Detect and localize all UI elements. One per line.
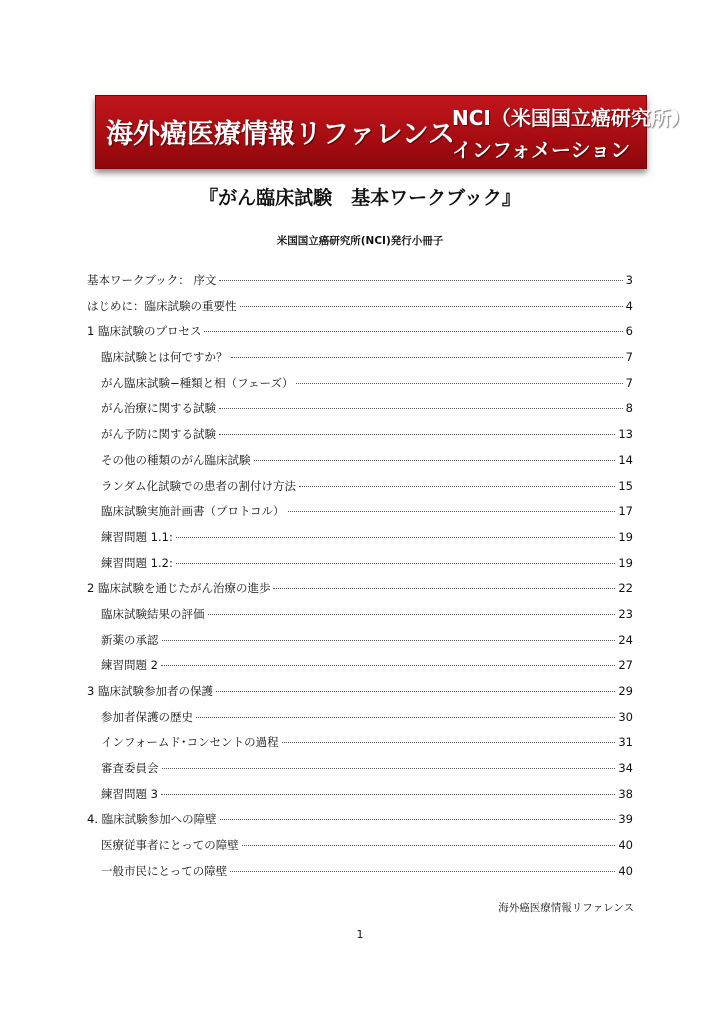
toc-entry-page: 7 — [625, 375, 633, 390]
toc-entry-label: ランダム化試験での患者の割付け方法 — [101, 478, 297, 493]
toc-dot-leader — [231, 357, 623, 358]
toc-entry-label: 臨床試験とは何ですか？ — [101, 350, 228, 365]
toc-dot-leader — [240, 306, 623, 307]
toc-entry-label: 3 臨床試験参加者の保護 — [87, 684, 213, 698]
banner-site-name: 海外癌医療情報リファレンス — [106, 119, 455, 150]
toc-entry-label: がん治療に関する試験 — [101, 401, 216, 416]
toc-entry-page: 34 — [618, 761, 633, 776]
toc-dot-leader — [219, 408, 623, 409]
table-of-contents — [87, 272, 633, 889]
toc-dot-leader — [216, 691, 615, 692]
toc-entry-page: 13 — [618, 427, 633, 442]
toc-dot-leader — [176, 537, 616, 538]
toc-entry[interactable] — [87, 555, 633, 581]
toc-entry-label: がん予防に関する試験 — [101, 427, 216, 442]
toc-entry[interactable] — [87, 837, 633, 863]
toc-dot-leader — [208, 614, 616, 615]
toc-entry[interactable] — [87, 452, 633, 478]
toc-entry-page: 3 — [625, 273, 633, 287]
toc-entry-label: 1 臨床試験のプロセス — [87, 324, 202, 339]
toc-entry[interactable] — [87, 580, 633, 606]
toc-entry-page: 27 — [618, 658, 633, 673]
toc-entry-label: 審査委員会 — [101, 761, 159, 776]
toc-entry[interactable] — [87, 683, 633, 709]
toc-entry[interactable] — [87, 478, 633, 504]
toc-dot-leader — [219, 434, 615, 435]
toc-entry[interactable] — [87, 426, 633, 452]
toc-entry-label: がん臨床試験−種類と相（フェーズ） — [101, 375, 294, 390]
toc-entry[interactable] — [87, 709, 633, 735]
toc-entry[interactable] — [87, 632, 633, 658]
toc-dot-leader — [299, 486, 615, 487]
toc-entry[interactable] — [87, 529, 633, 555]
toc-entry-label: 基本ワークブック： 序文 — [87, 273, 217, 287]
toc-entry-page: 19 — [618, 529, 633, 544]
toc-entry[interactable] — [87, 786, 633, 812]
toc-entry-label: 練習問題 1.2: — [101, 555, 173, 570]
toc-entry-label: その他の種類のがん臨床試験 — [101, 452, 251, 467]
toc-dot-leader — [162, 768, 616, 769]
toc-entry[interactable] — [87, 298, 633, 324]
toc-entry-label: はじめに：臨床試験の重要性 — [87, 298, 237, 313]
toc-entry-label: インフォームド･コンセントの過程 — [101, 735, 279, 750]
toc-entry-page: 22 — [618, 581, 633, 596]
toc-entry-page: 23 — [618, 606, 633, 621]
toc-dot-leader — [242, 845, 616, 846]
banner-info-label: インフォメーション — [452, 138, 631, 162]
toc-dot-leader — [162, 640, 616, 641]
toc-entry-page: 7 — [625, 350, 633, 365]
toc-entry-page: 31 — [618, 735, 633, 750]
toc-entry-page: 4 — [625, 298, 633, 313]
toc-dot-leader — [161, 665, 615, 666]
toc-dot-leader — [204, 331, 622, 332]
toc-entry-page: 29 — [618, 684, 633, 698]
toc-entry[interactable] — [87, 863, 633, 889]
toc-entry-label: 2 臨床試験を通じたがん治療の進歩 — [87, 581, 271, 596]
toc-entry-label: 練習問題 2 — [101, 658, 158, 673]
toc-entry[interactable] — [87, 503, 633, 529]
toc-dot-leader — [230, 871, 615, 872]
toc-entry-page: 8 — [625, 401, 633, 416]
toc-entry-label: 練習問題 1.1: — [101, 529, 173, 544]
footer-brand: 海外癌医療情報リファレンス — [498, 902, 634, 914]
toc-entry[interactable] — [87, 349, 633, 375]
toc-dot-leader — [176, 563, 616, 564]
toc-entry-page: 6 — [625, 324, 633, 339]
toc-entry[interactable] — [87, 400, 633, 426]
header-banner — [95, 95, 691, 169]
toc-entry[interactable] — [87, 375, 633, 401]
toc-dot-leader — [220, 819, 616, 820]
toc-entry[interactable] — [87, 606, 633, 632]
toc-entry-label: 臨床試験結果の評価 — [101, 606, 205, 621]
toc-dot-leader — [296, 383, 622, 384]
toc-entry-page: 40 — [618, 863, 633, 878]
page-number: 1 — [356, 928, 364, 941]
banner-nci-label: NCI（米国国立癌研究所） — [452, 106, 691, 130]
toc-entry-page: 17 — [618, 504, 633, 519]
toc-entry-page: 14 — [618, 452, 633, 467]
toc-dot-leader — [282, 742, 616, 743]
toc-dot-leader — [288, 511, 616, 512]
toc-dot-leader — [161, 794, 615, 795]
toc-entry[interactable] — [87, 323, 633, 349]
toc-entry-page: 24 — [618, 632, 633, 647]
document-subtitle: 米国国立癌研究所(NCI)発行小冊子 — [276, 235, 444, 247]
toc-entry-page: 38 — [618, 786, 633, 801]
toc-dot-leader — [219, 280, 622, 281]
toc-entry[interactable] — [87, 657, 633, 683]
toc-entry-label: 参加者保護の歴史 — [101, 709, 193, 724]
toc-entry[interactable] — [87, 272, 633, 298]
toc-entry-page: 39 — [618, 812, 633, 827]
toc-entry-page: 40 — [618, 838, 633, 853]
toc-entry-label: 臨床試験実施計画書（プロトコル） — [101, 504, 285, 519]
toc-entry-label: 練習問題 3 — [101, 786, 158, 801]
toc-entry[interactable] — [87, 760, 633, 786]
toc-entry-page: 30 — [618, 709, 633, 724]
toc-dot-leader — [273, 588, 615, 589]
toc-entry[interactable] — [87, 734, 633, 760]
toc-dot-leader — [196, 717, 615, 718]
toc-entry-label: 医療従事者にとっての障壁 — [101, 838, 239, 853]
toc-dot-leader — [254, 460, 616, 461]
document-title: 『がん臨床試験 基本ワークブック』 — [199, 187, 521, 209]
toc-entry-label: 一般市民にとっての障壁 — [101, 863, 228, 878]
toc-entry-label: 4. 臨床試験参加への障壁 — [87, 812, 217, 827]
toc-entry[interactable] — [87, 811, 633, 837]
toc-entry-label: 新薬の承認 — [101, 632, 159, 647]
toc-entry-page: 15 — [618, 478, 633, 493]
toc-entry-page: 19 — [618, 555, 633, 570]
